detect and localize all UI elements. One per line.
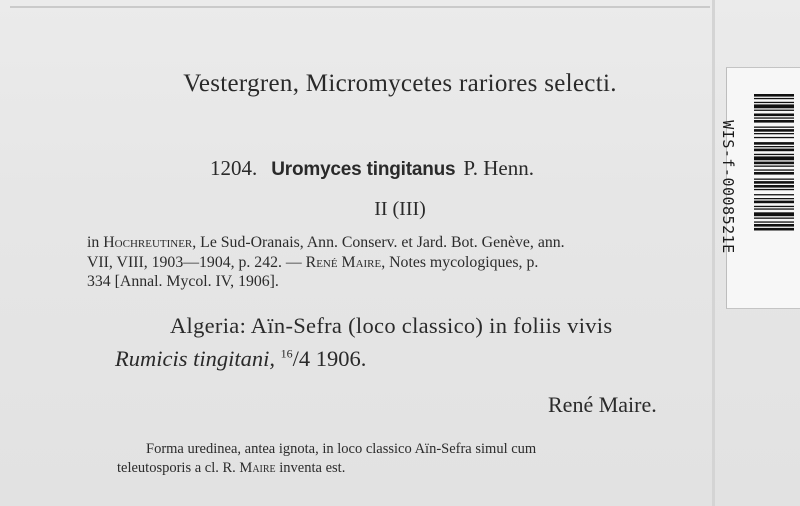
note-text: inventa est. xyxy=(275,459,346,476)
barcode-id-text: WIS-f-0008521E xyxy=(719,120,737,254)
citation-text: in xyxy=(87,234,104,251)
collection-day: 16 xyxy=(280,346,293,361)
spore-stage: II (III) xyxy=(374,198,426,220)
citation-author: René Maire xyxy=(305,253,382,271)
citation-line-1 xyxy=(87,233,712,253)
citation-line-2 xyxy=(87,253,712,273)
note-text: teleutosporis a cl. R. xyxy=(117,459,240,476)
citation-line-3: 334 [Annal. Mycol. IV, 1906]. xyxy=(87,273,279,290)
citation-text: VII, VIII, 1903—1904, p. 242. — xyxy=(87,253,306,271)
barcode-image xyxy=(754,94,794,284)
species-author: P. Henn. xyxy=(463,156,534,180)
literature-citation xyxy=(87,233,712,292)
note-author: Maire xyxy=(239,459,276,476)
note xyxy=(117,440,713,477)
exsiccata-number: 1204. xyxy=(210,156,258,180)
species-line xyxy=(210,156,534,181)
host-plant: Rumicis tingitani, xyxy=(115,346,275,371)
collection-date: /4 1906. xyxy=(292,346,367,371)
note-line-2 xyxy=(117,459,713,478)
citation-author: Hochreutiner xyxy=(103,234,193,251)
note-line-1: Forma uredinea, antea ignota, in loco classico Aïn-Sefra simul cum xyxy=(146,441,537,457)
locality: Algeria: Aïn-Sefra (loco classico) in foliis vivis xyxy=(170,313,613,338)
collector: René Maire. xyxy=(548,392,657,417)
series-title: Vestergren, Micromycetes rariores selecti. xyxy=(183,70,617,97)
species-name: Uromyces tingitanus xyxy=(271,159,456,180)
citation-text: , Notes mycologiques, p. xyxy=(381,253,539,271)
host-and-date xyxy=(115,346,366,372)
paper-edge-top xyxy=(10,6,710,8)
citation-text: , Le Sud-Oranais, Ann. Conserv. et Jard. Bot. Genève, ann. xyxy=(192,234,565,251)
